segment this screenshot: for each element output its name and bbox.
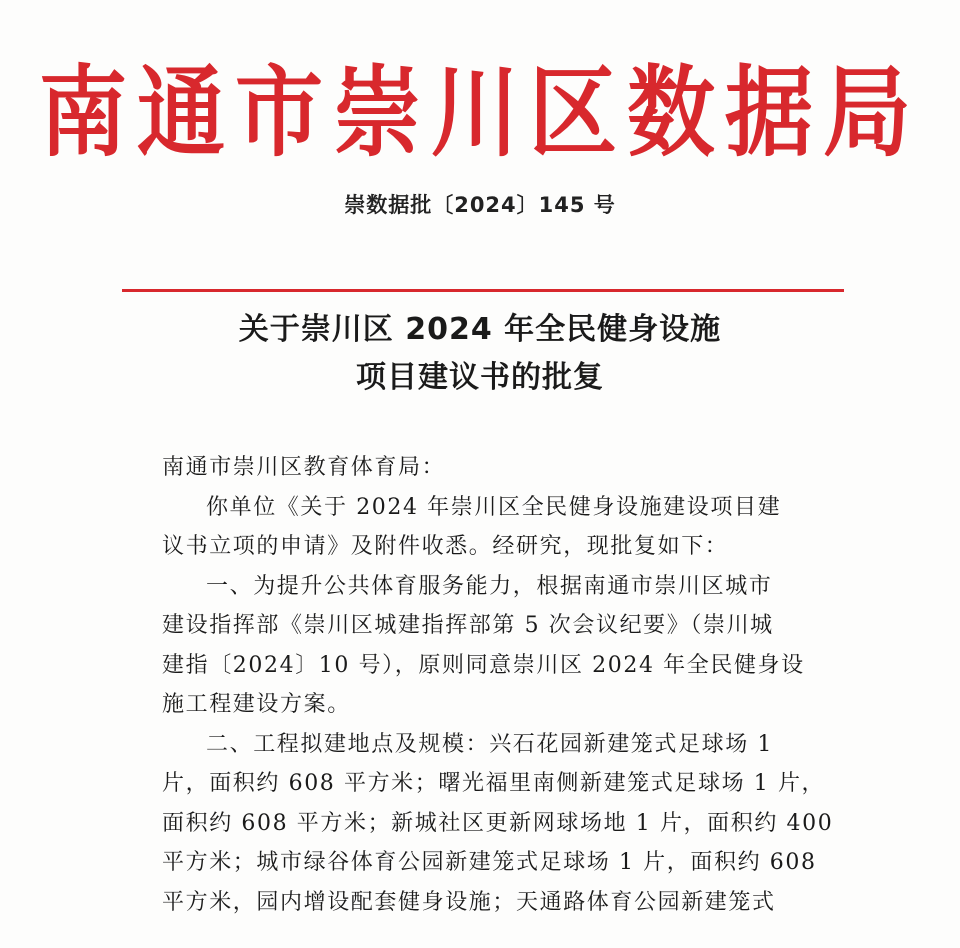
paragraph-3-line-4: 平方米；城市绿谷体育公园新建笼式足球场 1 片，面积约 608 [162,850,817,875]
paragraph-1-line-2: 议书立项的申请》及附件收悉。经研究，现批复如下： [162,534,729,559]
document-number: 崇数据批〔2024〕145 号 [344,193,616,217]
red-divider-line [122,289,844,292]
paragraph-1-line-1: 你单位《关于 2024 年崇川区全民健身设施建设项目建 [206,494,782,520]
paragraph-2-line-2: 建设指挥部《崇川区城建指挥部第 5 次会议纪要》（崇川城 [162,613,774,638]
paragraph-3-line-1: 二、工程拟建地点及规模：兴石花园新建笼式足球场 1 [206,731,773,757]
document-body [162,448,834,922]
paragraph-2-line-3: 建指〔2024〕10 号），原则同意崇川区 2024 年全民健身设 [162,652,805,678]
paragraph-3-line-3: 面积约 608 平方米；新城社区更新网球场地 1 片，面积约 400 [162,810,834,836]
document-title [0,306,960,402]
salutation: 南通市崇川区教育体育局： [162,455,446,480]
paragraph-3-line-5: 平方米，园内增设配套健身设施；天通路体育公园新建笼式 [162,889,776,915]
title-line-1: 关于崇川区 2024 年全民健身设施 [238,312,722,347]
issuer-title: 南通市崇川区数据局 [38,53,921,170]
title-line-2: 项目建议书的批复 [356,360,604,395]
paragraph-2-line-1: 一、为提升公共体育服务能力，根据南通市崇川区城市 [206,573,773,599]
paragraph-2-line-4: 施工程建设方案。 [162,692,351,717]
paragraph-3-line-2: 片，面积约 608 平方米；曙光福里南侧新建笼式足球场 1 片， [162,771,826,796]
